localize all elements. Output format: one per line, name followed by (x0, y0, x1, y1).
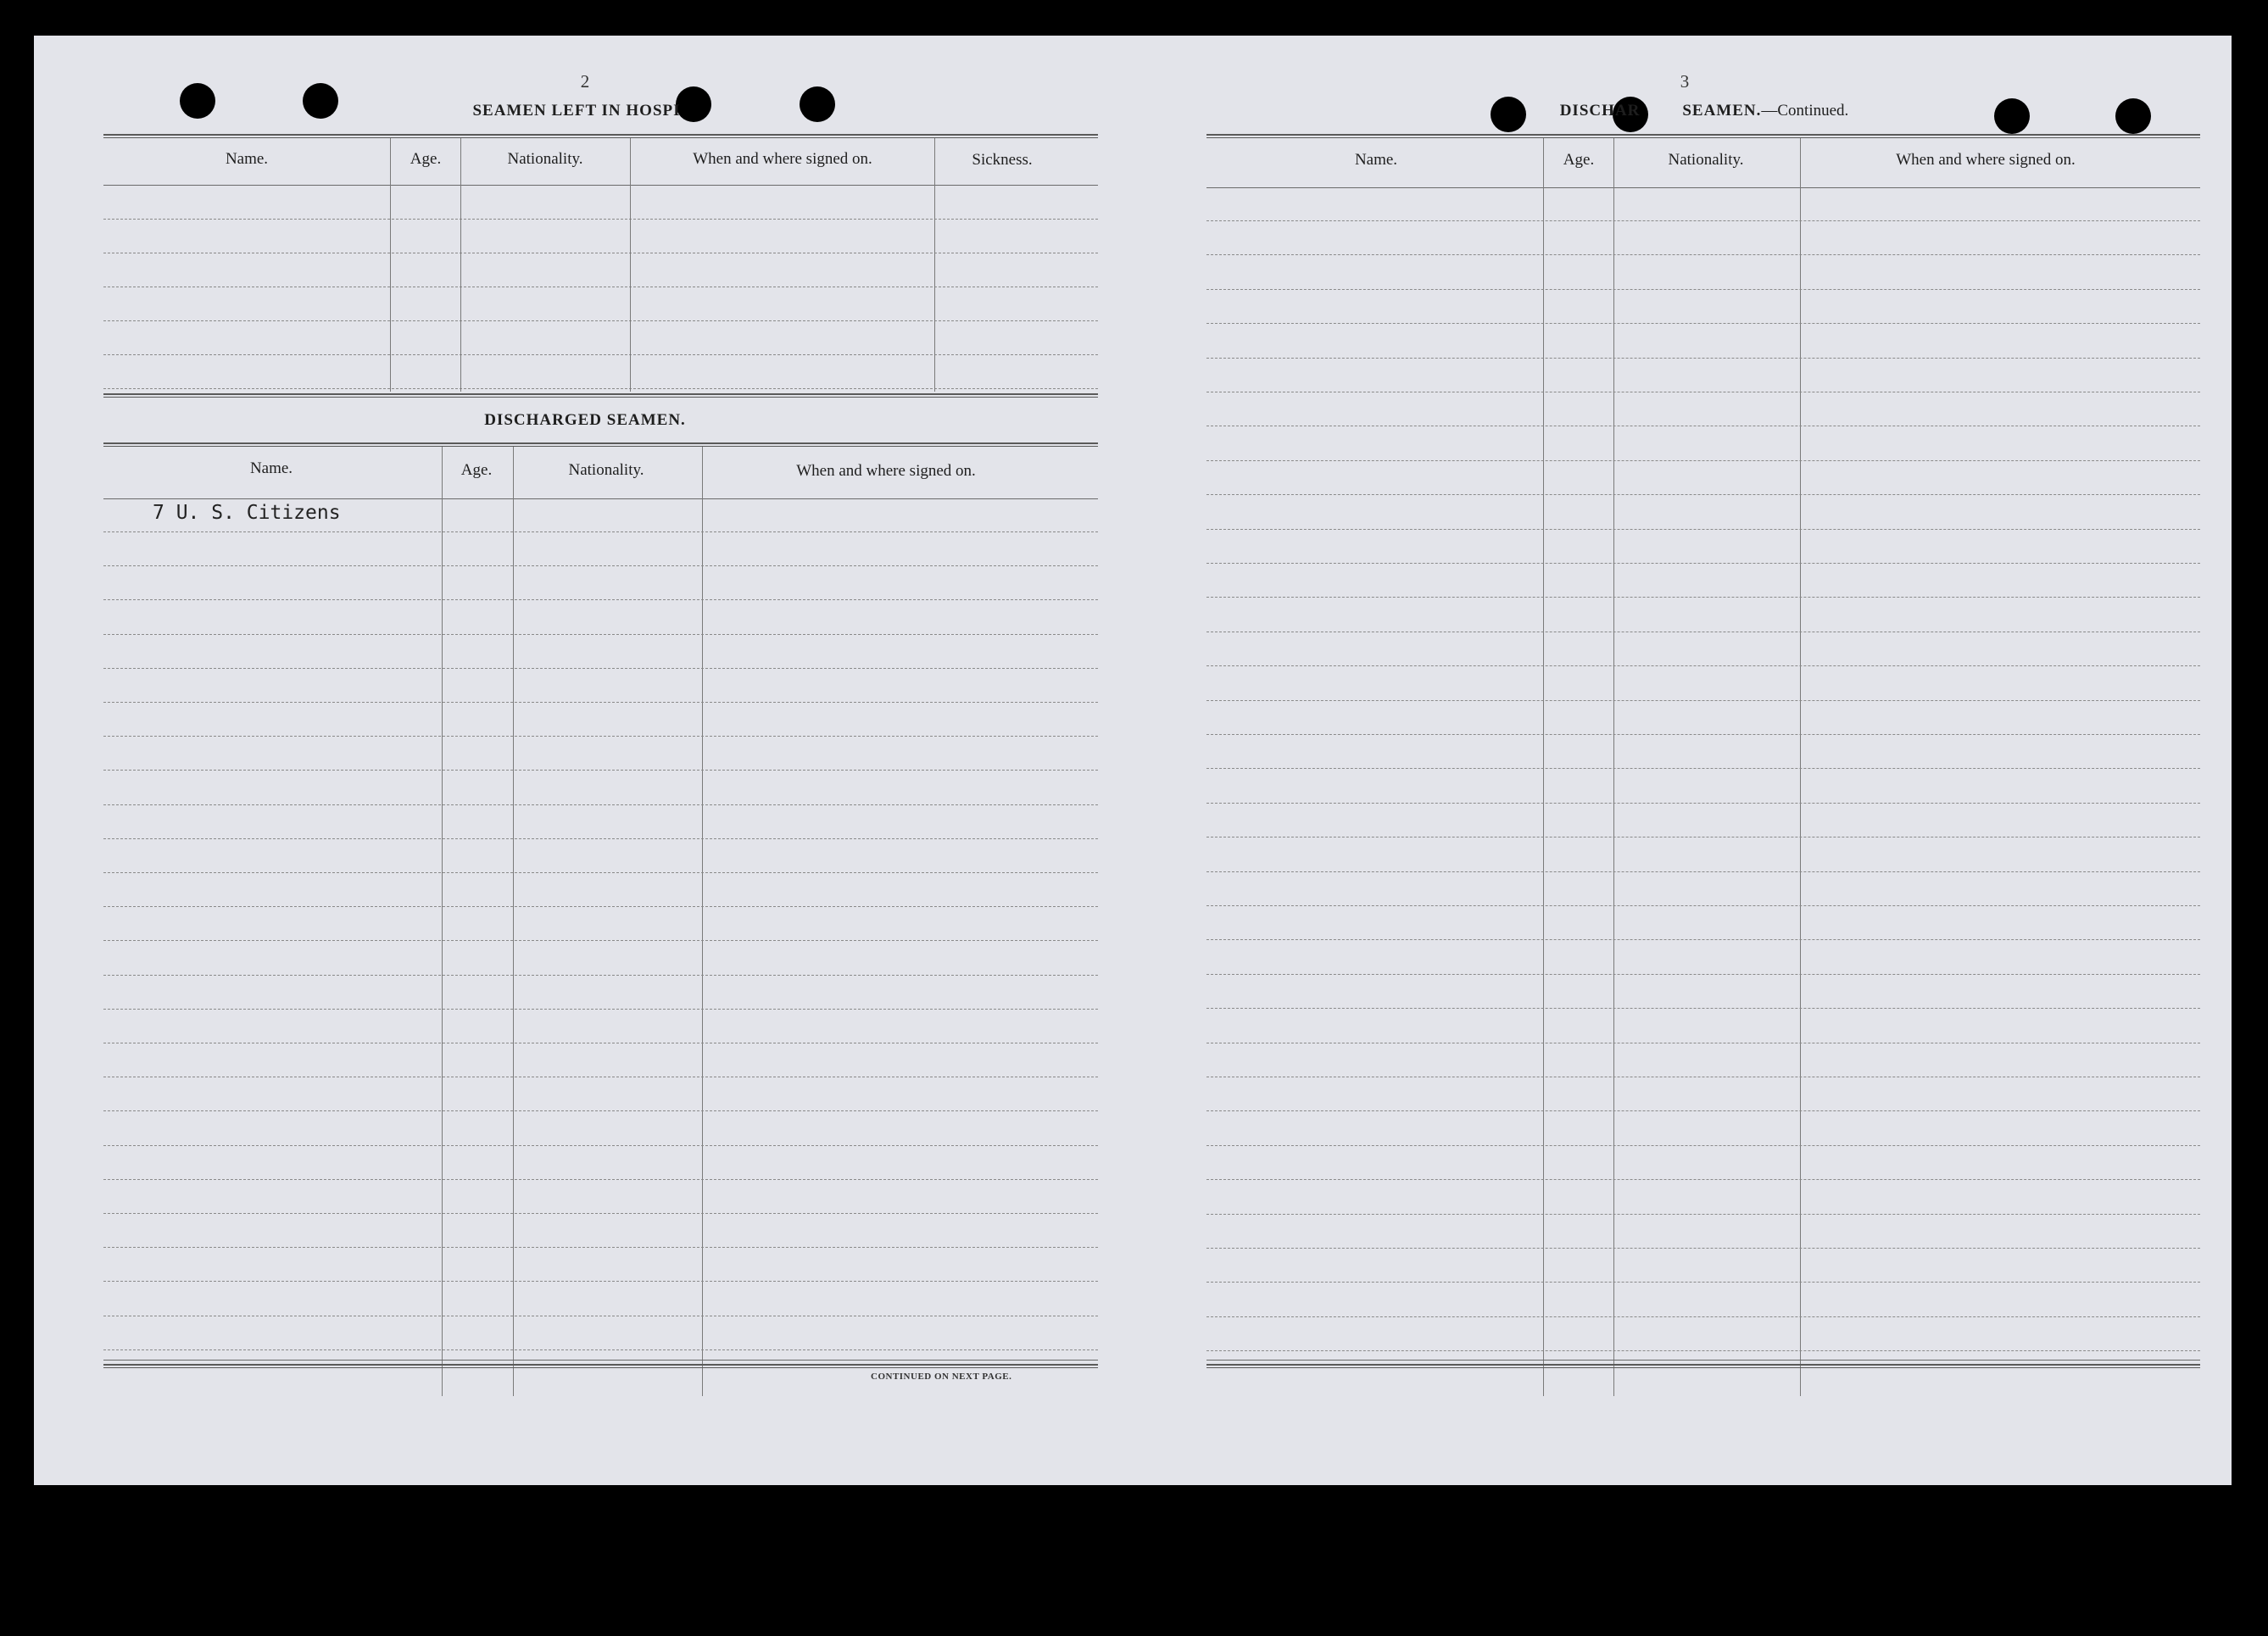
row-rule (1206, 974, 2200, 975)
column-header-age: Age. (410, 150, 442, 168)
table-bottom-rule (1206, 1364, 2200, 1368)
title-part: SEAMEN. (1682, 102, 1762, 120)
row-rule (103, 388, 1098, 389)
table-bottom-rule (103, 1360, 1098, 1361)
table-bottom-rule (103, 1364, 1098, 1368)
discharged-section-title: DISCHARGED SEAMEN. (484, 411, 686, 429)
row-rule (1206, 768, 2200, 769)
punch-hole (180, 83, 215, 119)
row-rule (103, 1213, 1098, 1214)
column-header-nationality: Nationality. (568, 461, 644, 479)
row-rule (1206, 871, 2200, 872)
row-rule (103, 599, 1098, 600)
row-rule (103, 702, 1098, 703)
row-rule (1206, 939, 2200, 940)
row-rule (103, 320, 1098, 321)
column-divider (460, 138, 461, 392)
row-rule (1206, 1350, 2200, 1351)
row-rule (1206, 1316, 2200, 1317)
column-header-age: Age. (460, 461, 493, 479)
row-rule (1206, 734, 2200, 735)
column-header-signed-on: When and where signed on. (796, 462, 976, 480)
row-rule (1206, 597, 2200, 598)
row-rule (1206, 494, 2200, 495)
title-continued: —Continued. (1761, 102, 1849, 120)
table-top-rule (103, 442, 1098, 447)
row-rule (1206, 1248, 2200, 1249)
row-rule (1206, 460, 2200, 461)
column-divider (1543, 138, 1544, 1396)
column-divider (390, 138, 391, 392)
row-rule (103, 940, 1098, 941)
row-rule (1206, 220, 2200, 221)
row-rule (1206, 323, 2200, 324)
column-header-nationality: Nationality. (1668, 151, 1744, 169)
punch-hole (1994, 98, 2030, 134)
section-title (1560, 102, 1849, 120)
row-rule (1206, 1214, 2200, 1215)
column-header-nationality: Nationality. (507, 150, 583, 168)
column-divider (1613, 138, 1614, 1396)
column-divider (934, 138, 935, 392)
document-sheet (34, 36, 2232, 1485)
column-header-name: Name. (225, 150, 269, 168)
column-header-name: Name. (1354, 151, 1398, 169)
row-rule (103, 354, 1098, 355)
row-rule (1206, 289, 2200, 290)
row-rule (1206, 905, 2200, 906)
row-rule (103, 1247, 1098, 1248)
header-rule (103, 498, 1098, 499)
row-rule (103, 668, 1098, 669)
table-top-rule (103, 134, 1098, 138)
row-rule (1206, 254, 2200, 255)
page-number: 2 (580, 71, 590, 92)
row-rule (103, 531, 1098, 532)
column-header-age: Age. (1563, 151, 1595, 169)
column-header-signed-on: When and where signed on. (693, 150, 872, 168)
row-rule (1206, 803, 2200, 804)
row-rule (1206, 1282, 2200, 1283)
page-number: 3 (1680, 71, 1690, 92)
hospital-section-title: SEAMEN LEFT IN HOSPI (472, 102, 681, 120)
row-rule (1206, 1110, 2200, 1111)
column-divider (442, 447, 443, 1396)
row-rule (103, 872, 1098, 873)
header-rule (1206, 187, 2200, 188)
row-rule (1206, 529, 2200, 530)
continued-note: CONTINUED ON NEXT PAGE. (871, 1372, 1012, 1382)
title-part: DISCHAR (1559, 102, 1641, 120)
row-rule (103, 1145, 1098, 1146)
column-header-signed-on: When and where signed on. (1896, 151, 2076, 169)
row-rule (103, 1110, 1098, 1111)
row-rule (103, 1179, 1098, 1180)
row-rule (1206, 1008, 2200, 1009)
table-top-rule (1206, 134, 2200, 138)
row-rule (103, 736, 1098, 737)
punch-hole (2115, 98, 2151, 134)
column-divider (630, 138, 631, 392)
row-rule (103, 634, 1098, 635)
row-rule (103, 804, 1098, 805)
punch-hole (1491, 97, 1526, 132)
row-rule (1206, 1145, 2200, 1146)
row-rule (1206, 563, 2200, 564)
table-bottom-rule (103, 393, 1098, 398)
row-rule (103, 770, 1098, 771)
row-rule (103, 219, 1098, 220)
row-rule (103, 1281, 1098, 1282)
row-rule (103, 1009, 1098, 1010)
row-rule (1206, 1179, 2200, 1180)
column-divider (513, 447, 514, 1396)
row-rule (103, 975, 1098, 976)
column-header-sickness: Sickness. (972, 151, 1033, 169)
row-rule (103, 838, 1098, 839)
row-rule (103, 906, 1098, 907)
column-header-name: Name. (249, 459, 293, 477)
row-rule (103, 565, 1098, 566)
table-bottom-rule (1206, 1360, 2200, 1361)
punch-hole (303, 83, 338, 119)
punch-hole (800, 86, 835, 122)
row-rule (1206, 358, 2200, 359)
row-rule (103, 1349, 1098, 1350)
punch-hole (676, 86, 711, 122)
column-divider (702, 447, 703, 1396)
column-divider (1800, 138, 1801, 1396)
row-rule (1206, 665, 2200, 666)
row-rule (1206, 700, 2200, 701)
header-rule (103, 185, 1098, 186)
table-row: 7 U. S. Citizens (153, 502, 341, 524)
